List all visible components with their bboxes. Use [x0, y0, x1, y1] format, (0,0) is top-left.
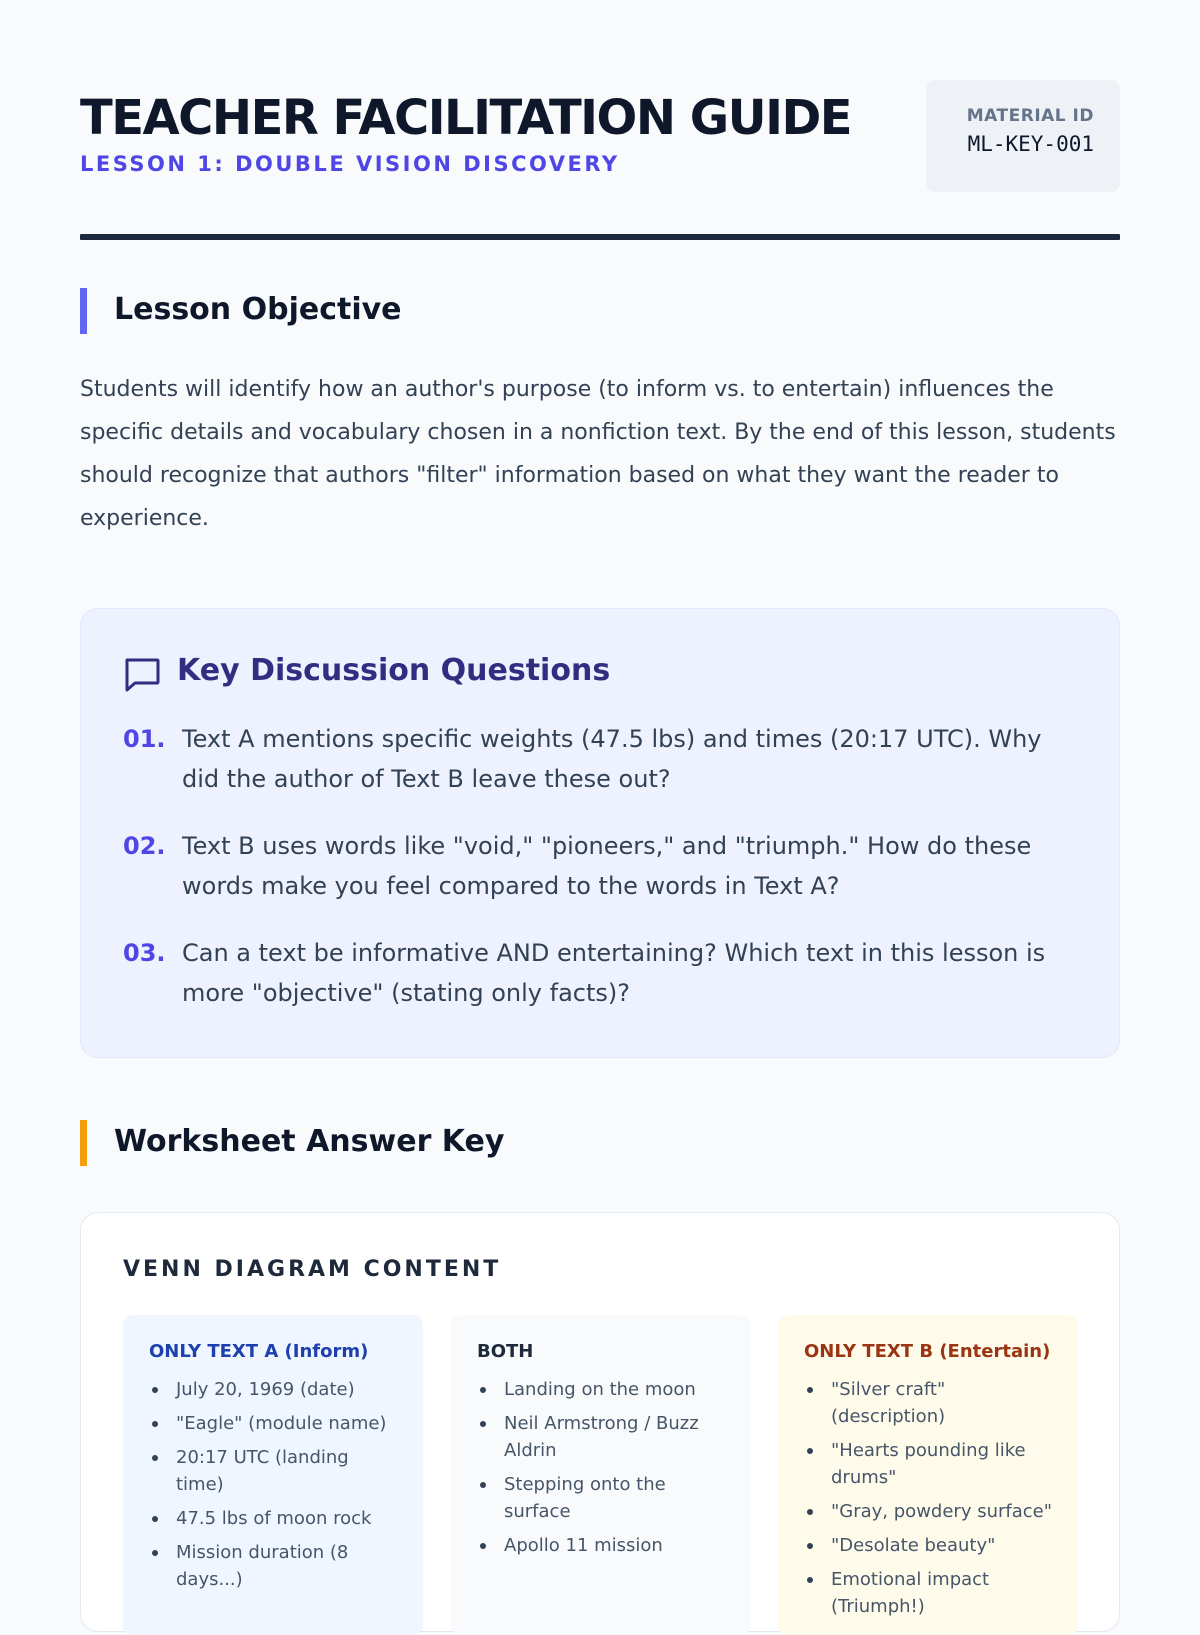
- list-item: "Silver craft" (description): [804, 1376, 1052, 1430]
- list-item: Apollo 11 mission: [477, 1532, 725, 1559]
- question-number: 01.: [123, 725, 166, 753]
- list-item: "Eagle" (module name): [149, 1410, 397, 1437]
- discussion-questions-box: [80, 608, 1120, 1058]
- question-number: 03.: [123, 939, 166, 967]
- list-item: Mission duration (8 days...): [149, 1539, 397, 1593]
- list-item: 20:17 UTC (landing time): [149, 1444, 397, 1498]
- section-accent-bar: [80, 288, 87, 334]
- list-item: Landing on the moon: [477, 1376, 725, 1403]
- material-id-box: [926, 80, 1120, 192]
- question-text: Can a text be informative AND entertaining? Which text in this lesson is more "objective" (stating only facts)?: [182, 939, 1046, 1007]
- page-header: [80, 80, 1120, 240]
- venn-card-label: VENN DIAGRAM CONTENT: [123, 1257, 502, 1282]
- question-number: 02.: [123, 832, 166, 860]
- venn-column-text-b: [778, 1315, 1078, 1635]
- page-subtitle: LESSON 1: DOUBLE VISION DISCOVERY: [80, 152, 620, 176]
- venn-diagram-card: [80, 1212, 1120, 1632]
- list-item: Stepping onto the surface: [477, 1471, 725, 1525]
- page-title: TEACHER FACILITATION GUIDE: [80, 90, 852, 146]
- question-list: [123, 719, 1063, 1040]
- list-item: "Desolate beauty": [804, 1532, 1052, 1559]
- column-list: [149, 1376, 397, 1593]
- list-item: Neil Armstrong / Buzz Aldrin: [477, 1410, 725, 1464]
- list-item: "Hearts pounding like drums": [804, 1437, 1052, 1491]
- column-list: [477, 1376, 725, 1559]
- venn-column-both: [451, 1315, 751, 1635]
- question-item: [123, 719, 1063, 826]
- objective-text: Students will identify how an author's purpose (to inform vs. to entertain) influences the specific details and vocabulary chosen in a nonfiction text. By the end of this lesson, students should recognize that authors "filter" information based on what they want the reader to experience.: [80, 377, 1116, 531]
- material-id-value: ML-KEY-001: [967, 132, 1094, 156]
- column-list: [804, 1376, 1052, 1620]
- question-text: Text B uses words like "void," "pioneers," and "triumph." How do these words make you feel compared to the words in Text A?: [182, 832, 1032, 900]
- question-text: Text A mentions specific weights (47.5 lbs) and times (20:17 UTC). Why did the author of Text B leave these out?: [182, 725, 1042, 793]
- question-item: [123, 826, 1063, 933]
- section-title: Worksheet Answer Key: [114, 1124, 505, 1159]
- list-item: "Gray, powdery surface": [804, 1498, 1052, 1525]
- list-item: 47.5 lbs of moon rock: [149, 1505, 397, 1532]
- column-title: BOTH: [477, 1341, 534, 1362]
- speech-bubble-icon: [123, 655, 161, 693]
- section-accent-bar: [80, 1120, 87, 1166]
- discussion-title: Key Discussion Questions: [177, 653, 611, 688]
- venn-column-text-a: [123, 1315, 423, 1635]
- material-id-label: MATERIAL ID: [966, 106, 1094, 126]
- section-title: Lesson Objective: [114, 292, 402, 327]
- question-item: [123, 933, 1063, 1040]
- list-item: July 20, 1969 (date): [149, 1376, 397, 1403]
- header-divider: [80, 234, 1120, 240]
- column-title: ONLY TEXT B (Entertain): [804, 1341, 1051, 1362]
- column-title: ONLY TEXT A (Inform): [149, 1341, 369, 1362]
- list-item: Emotional impact (Triumph!): [804, 1566, 1052, 1620]
